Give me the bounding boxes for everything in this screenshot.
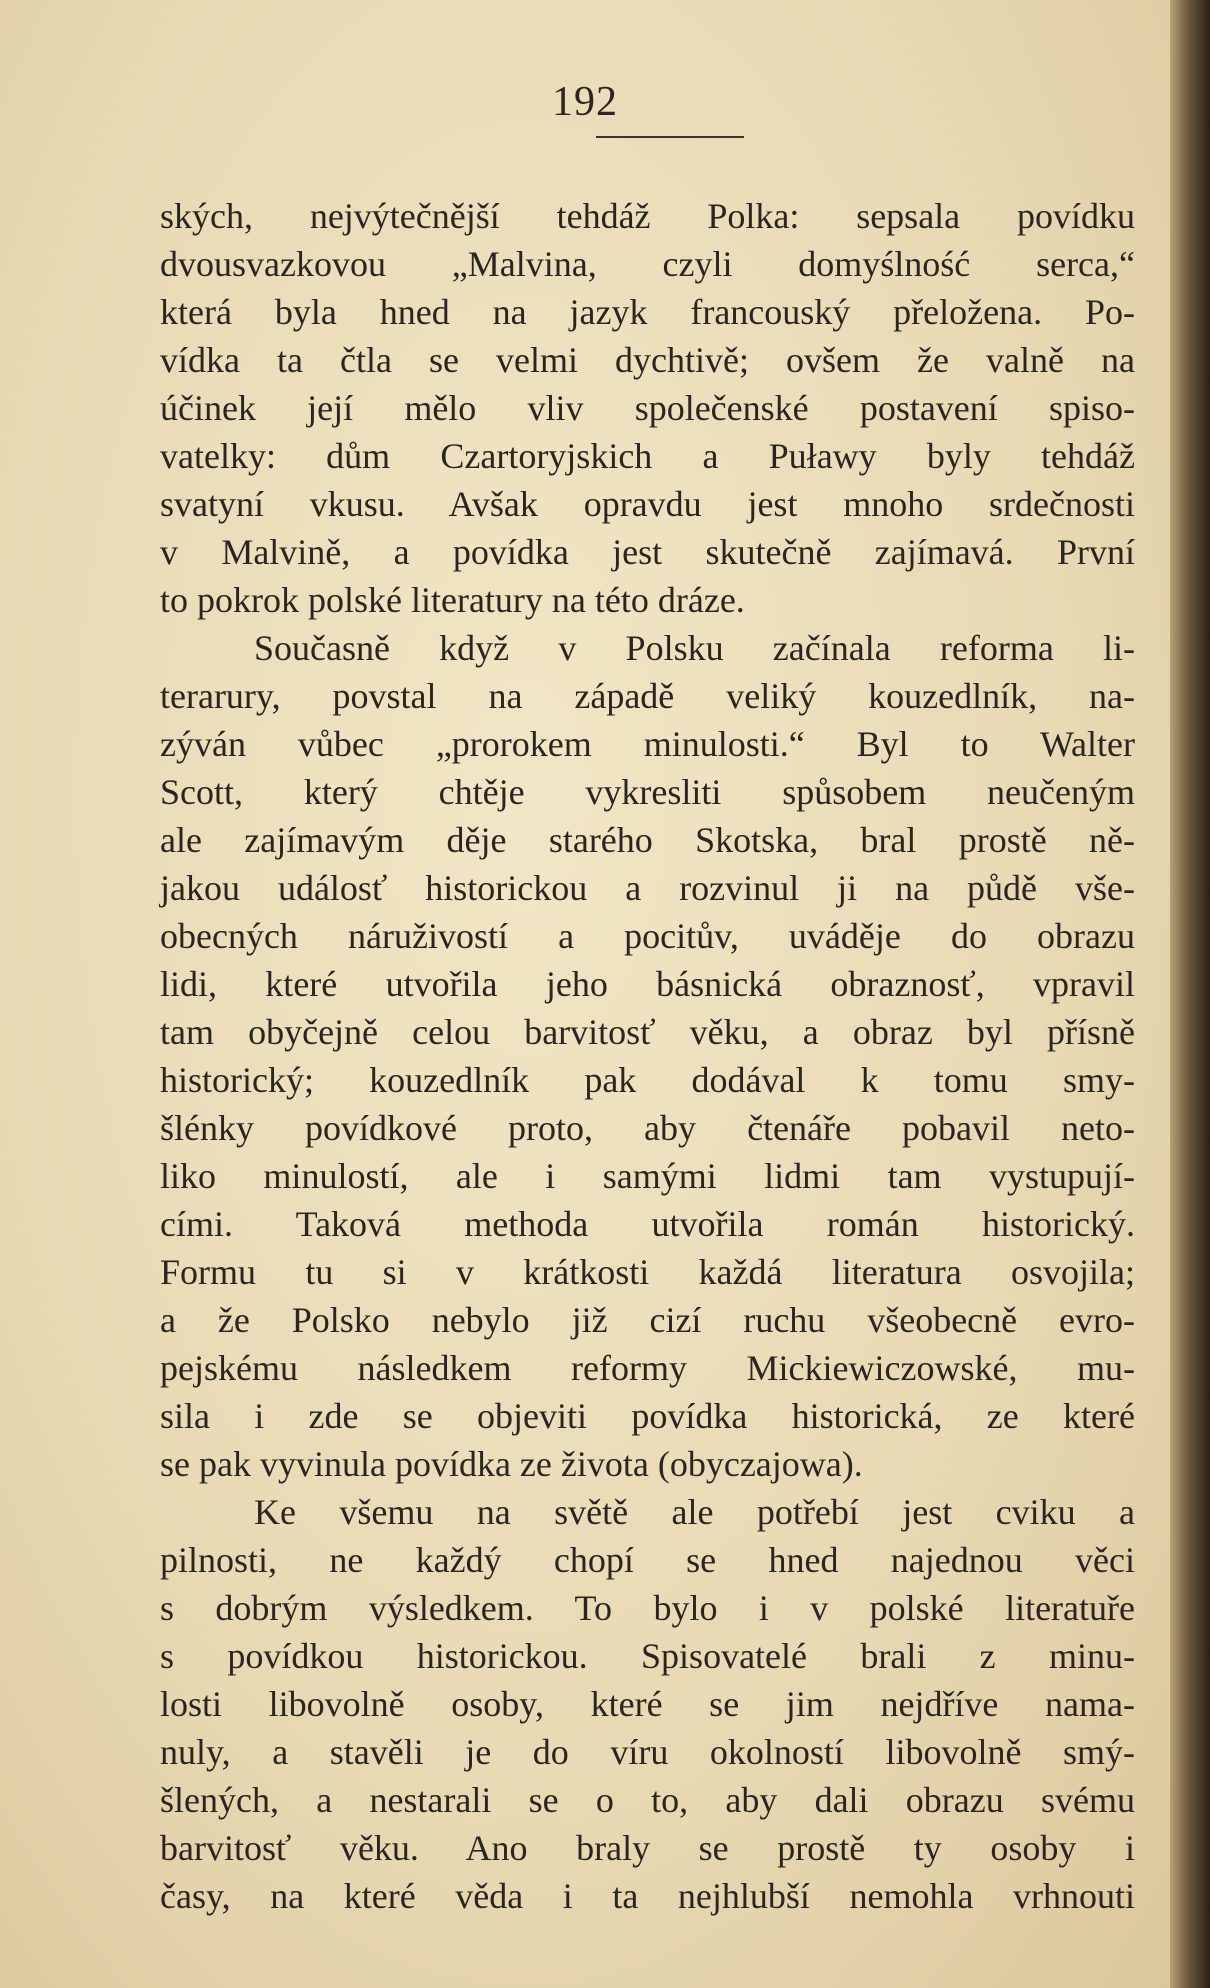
text-line: se pak vyvinula povídka ze života (obyczajowa). xyxy=(160,1444,863,1484)
header-rule xyxy=(596,136,744,138)
text-line: lidi, které utvořila jeho básnická obraznosť, vpravil xyxy=(160,964,1135,1004)
page-number: 192 xyxy=(552,79,618,125)
text-line: zýván vůbec „prorokem minulosti.“ Byl to Walter xyxy=(160,724,1135,764)
text-line: šlených, a nestarali se o to, aby dali obrazu svému xyxy=(160,1780,1135,1820)
text-line: cími. Taková methoda utvořila román historický. xyxy=(160,1204,1135,1244)
text-line: která byla hned na jazyk francouský přeložena. Po- xyxy=(160,292,1135,332)
text-line: vídka ta čtla se velmi dychtivě; ovšem že valně na xyxy=(160,340,1135,380)
text-line: Formu tu si v krátkosti každá literatura osvojila; xyxy=(160,1252,1135,1292)
text-line: historický; kouzedlník pak dodával k tomu smy- xyxy=(160,1060,1135,1100)
text-line: terarury, povstal na západě veliký kouzedlník, na- xyxy=(160,676,1135,716)
text-line: jakou událosť historickou a rozvinul ji na půdě vše- xyxy=(160,868,1135,908)
text-line: pejskému následkem reformy Mickiewiczowské, mu- xyxy=(160,1348,1135,1388)
text-line: sila i zde se objeviti povídka historická, ze které xyxy=(160,1396,1135,1436)
text-line: ských, nejvýtečnější tehdáž Polka: sepsala povídku xyxy=(160,196,1135,236)
text-line: Scott, který chtěje vykresliti spůsobem neučeným xyxy=(160,772,1135,812)
text-line: pilnosti, ne každý chopí se hned najednou věci xyxy=(160,1540,1135,1580)
text-line: šlénky povídkové proto, aby čtenáře pobavil neto- xyxy=(160,1108,1135,1148)
text-line: s povídkou historickou. Spisovatelé brali z minu- xyxy=(160,1636,1135,1676)
text-line: losti libovolně osoby, které se jim nejdříve nama- xyxy=(160,1684,1135,1724)
text-line: s dobrým výsledkem. To bylo i v polské literatuře xyxy=(160,1588,1135,1628)
text-line: účinek její mělo vliv společenské postavení spiso- xyxy=(160,388,1135,428)
text-line: ale zajímavým děje starého Skotska, bral prostě ně- xyxy=(160,820,1135,860)
book-gutter xyxy=(1170,0,1210,1988)
text-line: nuly, a stavěli je do víru okolností libovolně smý- xyxy=(160,1732,1135,1772)
text-line: obecných náruživostí a pocitův, uváděje do obrazu xyxy=(160,916,1135,956)
text-line: to pokrok polské literatury na této dráze. xyxy=(160,580,745,620)
text-line: svatyní vkusu. Avšak opravdu jest mnoho srdečnosti xyxy=(160,484,1135,524)
body-text xyxy=(160,192,1135,1920)
text-line: Současně když v Polsku začínala reforma li- xyxy=(254,628,1135,668)
text-line: liko minulostí, ale i samými lidmi tam vystupují- xyxy=(160,1156,1135,1196)
text-line: vatelky: dům Czartoryjskich a Puławy byly tehdáž xyxy=(160,436,1135,476)
text-line: tam obyčejně celou barvitosť věku, a obraz byl přísně xyxy=(160,1012,1135,1052)
text-line: Ke všemu na světě ale potřebí jest cviku a xyxy=(254,1492,1135,1532)
text-line: a že Polsko nebylo již cizí ruchu všeobecně evro- xyxy=(160,1300,1135,1340)
text-line: časy, na které věda i ta nejhlubší nemohla vrhnouti xyxy=(160,1876,1135,1916)
text-line: v Malvině, a povídka jest skutečně zajímavá. První xyxy=(160,532,1135,572)
text-line: barvitosť věku. Ano braly se prostě ty osoby i xyxy=(160,1828,1135,1868)
text-line: dvousvazkovou „Malvina, czyli domyślność serca,“ xyxy=(160,244,1135,284)
